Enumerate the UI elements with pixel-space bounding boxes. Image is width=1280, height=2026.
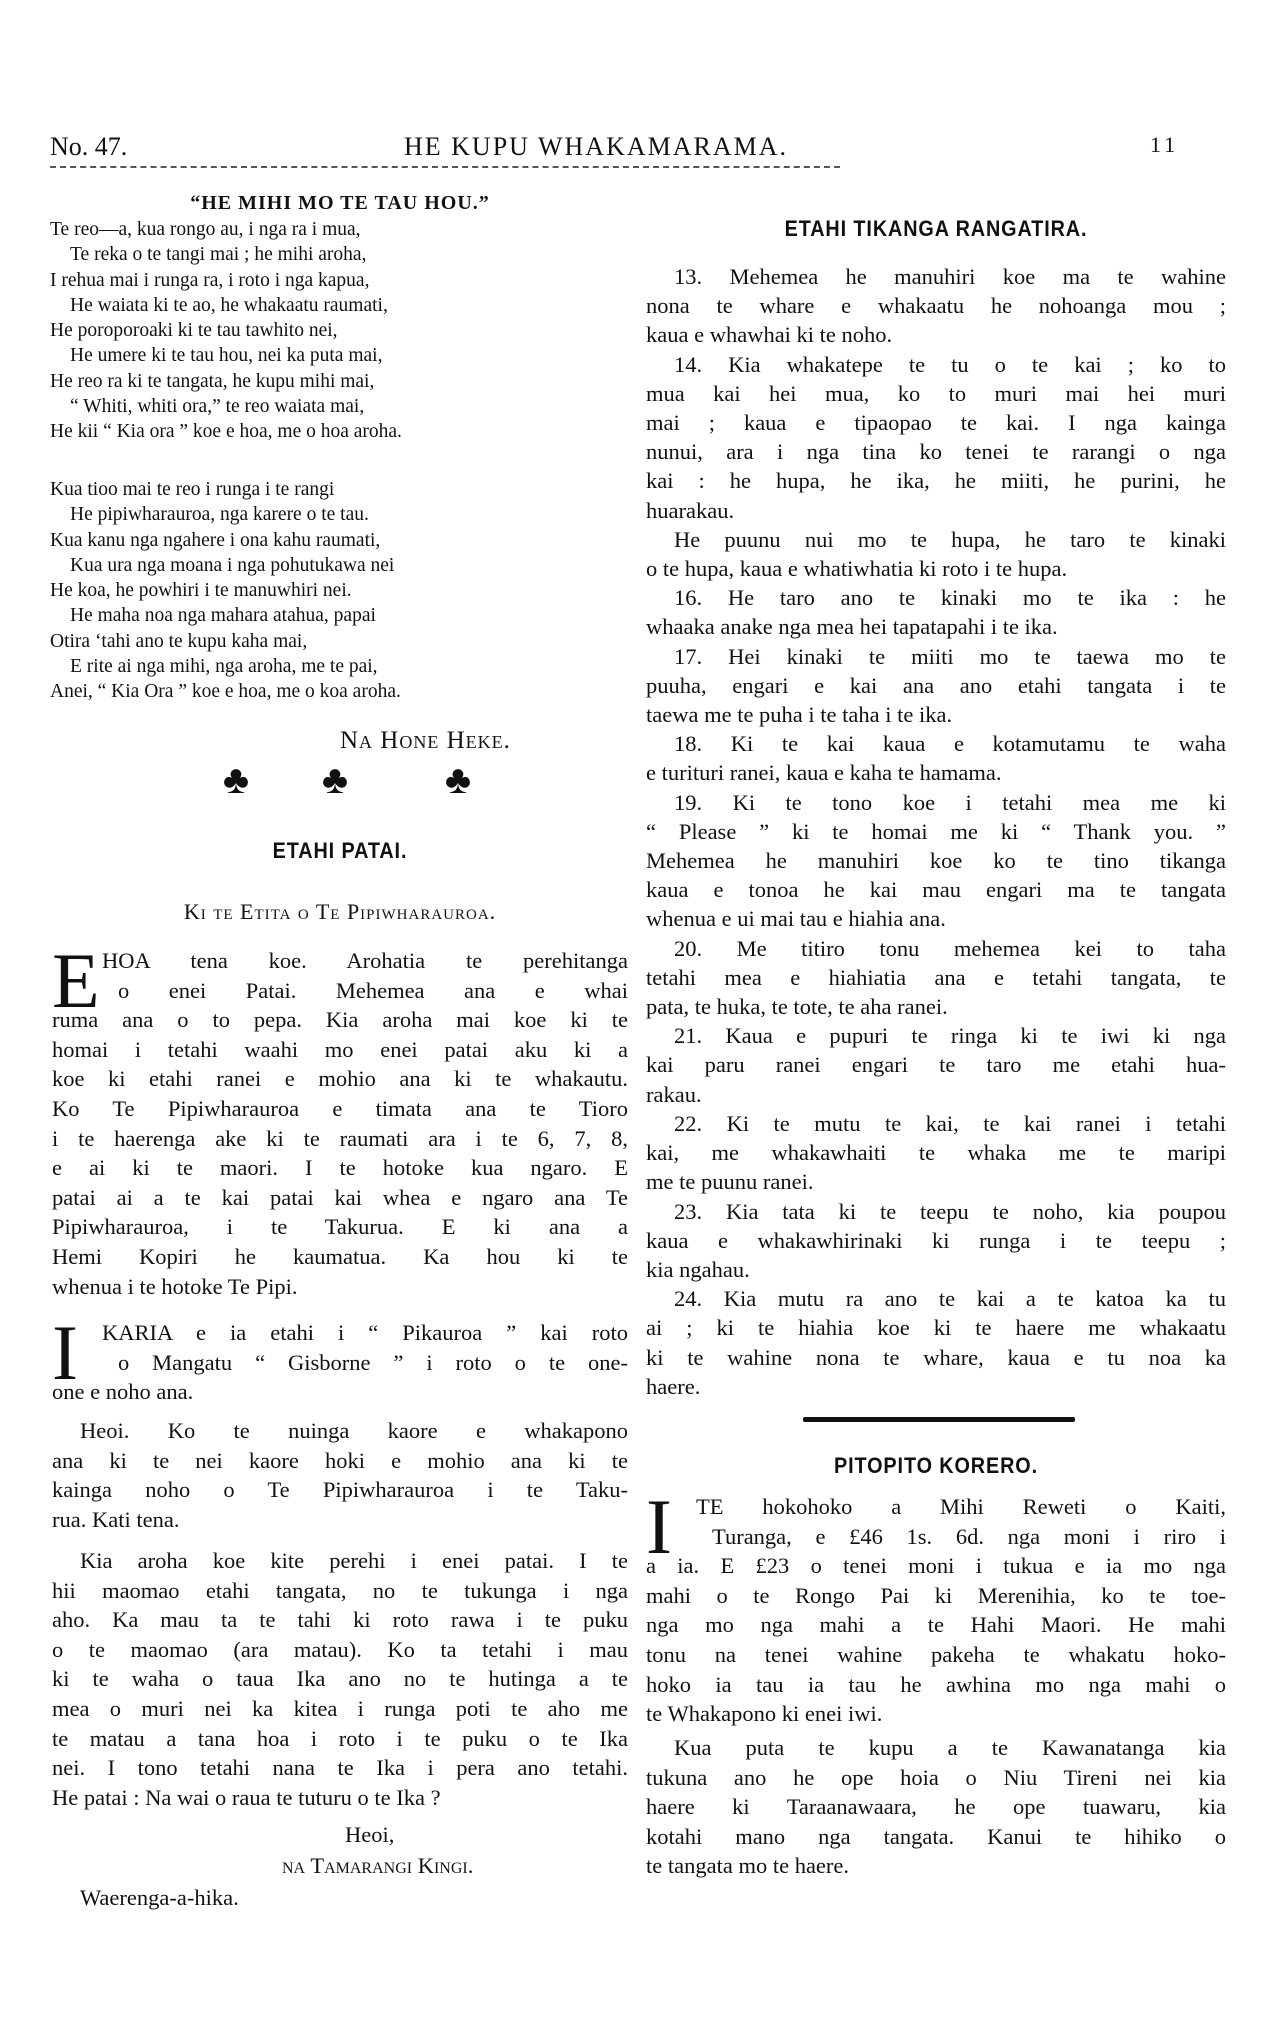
text-line: He umere ki te tau hou, nei ka puta mai,	[70, 345, 383, 367]
drop-cap: E	[52, 937, 100, 1024]
text-line: 19. Ki te tono koe i tetahi mea me ki	[674, 789, 1226, 815]
text-line: kai, me whakawhaiti te whaka me te maripi	[646, 1140, 1226, 1166]
text-line: pata, te huka, te tote, te aha ranei.	[646, 994, 948, 1020]
letter-paragraph-2	[52, 1309, 628, 1407]
text-line: E rite ai nga mihi, nga aroha, me te pai,	[70, 656, 378, 678]
text-line: koe ki etahi ranei e mohio ana ki te whakautu.	[52, 1066, 628, 1092]
text-line: KARIA e ia etahi i “ Pikauroa ” kai roto	[102, 1320, 628, 1345]
section-divider	[803, 1417, 1075, 1422]
text-line: te Whakapono ki enei iwi.	[646, 1701, 883, 1727]
text-line: 20. Me titiro tonu mehemea kei to taha	[674, 935, 1226, 961]
text-line: “ Whiti, whiti ora,” te reo waiata mai,	[70, 396, 365, 418]
text-line: kaua e whakawhirinaki ki runga i te teepu ;	[646, 1227, 1226, 1253]
letter-place: Waerenga-a-hika.	[80, 1885, 239, 1910]
text-line: He reo ra ki te tangata, he kupu mihi mai,	[50, 370, 375, 392]
text-line: patai ai a te kai patai kai whea e ngaro ana Te	[52, 1184, 628, 1210]
text-line: homai i tetahi waahi mo enei patai aku ki a	[52, 1036, 628, 1062]
text-line: nga mo nga mahi a te Hahi Maori. He mahi	[646, 1612, 1226, 1638]
text-line: mai ; kaua e tipaopao te kai. I nga kainga	[646, 410, 1226, 436]
text-line: 16. He taro ano te kinaki mo te ika : he	[674, 585, 1226, 611]
rule-paragraph	[646, 642, 1226, 730]
text-line: He pipiwharauroa, nga karere o te tau.	[70, 504, 369, 526]
text-line: rua. Kati tena.	[52, 1506, 180, 1532]
text-line: He koa, he powhiri i te manuwhiri nei.	[50, 580, 352, 602]
text-line: ana ki te nei kaore hoki e mohio ana ki te	[52, 1447, 628, 1473]
text-line: HOA tena koe. Arohatia te perehitanga	[102, 948, 628, 973]
text-line: tetahi mea e hiahiatia ana e tetahi tangata, te	[646, 964, 1226, 990]
text-line: tonu na tenei wahine pakeha te whakatu hoko-	[646, 1641, 1226, 1667]
text-line: 17. Hei kinaki te miiti mo te taewa mo te	[674, 643, 1226, 669]
paragraph-lines	[52, 1309, 628, 1407]
text-line: Kua ura nga moana i nga pohutukawa nei	[70, 554, 395, 576]
text-line: Kua tioo mai te reo i runga i te rangi	[50, 479, 335, 500]
rule-paragraph	[646, 729, 1226, 787]
letter-paragraph-3	[52, 1416, 628, 1534]
text-line: mahi o te Rongo Pai ki Merenihia, ko te toe-	[646, 1582, 1226, 1608]
text-line: Kia aroha koe kite perehi i enei patai. I te	[80, 1548, 628, 1573]
text-line: hii maomao etahi tangata, no te tukunga i nga	[52, 1577, 628, 1603]
poem-title: “HE MIHI MO TE TAU HOU.”	[190, 192, 490, 214]
text-line: 22. Ki te mutu te kai, te kai ranei i tetahi	[674, 1110, 1226, 1136]
rule-paragraph	[646, 1021, 1226, 1109]
section-heading-tikanga: ETAHI TIKANGA RANGATIRA.	[784, 216, 1088, 241]
text-line: o enei Patai. Mehemea ana e whai	[118, 977, 628, 1003]
section-heading-etahi-patai: ETAHI PATAI.	[272, 838, 408, 863]
text-line: ki te wahine nona te whare, kaua e tu noa ka	[646, 1344, 1226, 1370]
text-line: Te reka o te tangi mai ; he mihi aroha,	[70, 244, 367, 266]
text-line: He waiata ki te ao, he whakaatu raumati,	[70, 294, 388, 316]
text-line: kai paru ranei engari te taro me etahi hua-	[646, 1052, 1226, 1078]
text-line: 24. Kia mutu ra ano te kai a te katoa ka tu	[674, 1286, 1226, 1312]
rule-paragraph	[646, 1284, 1226, 1401]
text-line: kia ngahau.	[646, 1256, 750, 1282]
text-line: Mehemea he manuhiri koe ko te tino tikanga	[646, 848, 1226, 874]
text-line: e ai ki te maori. I te hotoke kua ngaro. E	[52, 1155, 628, 1181]
rule-paragraph	[646, 1109, 1226, 1197]
text-line: Te reo—a, kua rongo au, i nga ra i mua,	[50, 219, 361, 240]
text-line: whenua i te hotoke Te Pipi.	[52, 1273, 298, 1299]
text-line: whenua e ui mai tau e hiahia ana.	[646, 906, 946, 932]
text-line: one e noho ana.	[52, 1379, 194, 1405]
text-line: mua kai hei mua, ko to muri mai hei muri	[646, 380, 1226, 406]
text-line: puuha, engari e kai ana ano etahi tangata i te	[646, 672, 1226, 698]
text-line: taewa me te puha i te taha i te ika.	[646, 702, 953, 728]
rule-paragraph	[646, 350, 1226, 525]
shamrock-icon: ♣	[444, 757, 472, 802]
salutation: Ki te Etita o Te Pipiwharauroa.	[183, 899, 497, 924]
text-line: ai ; ki te hiahia koe ki te haere me whakaatu	[646, 1315, 1226, 1341]
text-line: whaaka anake nga mea hei tapatapahi i te ika.	[646, 614, 1058, 640]
paragraph-lines	[646, 1483, 1226, 1729]
text-line: 13. Mehemea he manuhiri koe ma te wahine	[674, 264, 1226, 289]
text-line: hoko ia tau ia tau he awhina mo nga mahi o	[646, 1671, 1226, 1697]
text-line: nona te whare e whakaatu he nohoanga mou ;	[646, 293, 1226, 319]
text-line: kotahi mano nga tangata. Kanui te hihiko o	[646, 1823, 1226, 1849]
publication-title: HE KUPU WHAKAMARAMA.	[404, 132, 789, 161]
poem-signature: Na Hone Heke.	[340, 727, 511, 754]
text-line: e turituri ranei, kaua e kaha te hamama.	[646, 760, 1002, 786]
text-line: Pipiwharauroa, i te Takurua. E ki ana a	[52, 1214, 628, 1240]
text-line: kaua e whawhai ki te noho.	[646, 322, 893, 348]
text-line: Turanga, e £46 1s. 6d. nga moni i riro i	[712, 1523, 1226, 1549]
text-line: me te puunu ranei.	[646, 1169, 814, 1195]
text-line: TE hokohoko a Mihi Reweti o Kaiti,	[696, 1494, 1226, 1519]
shamrock-icon: ♣	[321, 757, 349, 802]
drop-cap: I	[52, 1309, 78, 1396]
text-line: te tangata mo te haere.	[646, 1853, 850, 1879]
text-line: Kua puta te kupu a te Kawanatanga kia	[674, 1735, 1226, 1760]
text-line: 14. Kia whakatepe te tu o te kai ; ko to	[674, 351, 1226, 377]
letter-paragraph-4	[52, 1546, 628, 1812]
text-line: Otira ‘tahi ano te kupu kaha mai,	[50, 630, 308, 652]
text-line: He maha noa nga mahara atahua, papai	[70, 605, 376, 627]
letter-closing: Heoi,	[345, 1822, 395, 1847]
text-line: Anei, “ Kia Ora ” koe e hoa, me o koa aroha.	[50, 681, 401, 703]
header-rule	[50, 166, 840, 168]
text-line: te matau a tana hoa i roto i te puku o te Ika	[52, 1725, 628, 1751]
text-line: Heoi. Ko te nuinga kaore e whakapono	[80, 1418, 628, 1443]
poem-stanza-1	[50, 217, 610, 445]
text-line: tukuna ano he ope hoia o Niu Tireni nei kia	[646, 1764, 1226, 1790]
rule-paragraph	[646, 934, 1226, 1022]
rule-paragraph	[646, 262, 1226, 350]
shamrock-icon: ♣	[222, 757, 250, 802]
text-line: Ko Te Pipiwharauroa e timata ana te Tioro	[52, 1095, 628, 1121]
text-line: huarakau.	[646, 497, 735, 523]
tikanga-rules	[646, 262, 1226, 1401]
text-line: kai : he hupa, he ika, he miiti, he purini, he	[646, 468, 1226, 494]
text-line: 23. Kia tata ki te teepu te noho, kia poupou	[674, 1198, 1226, 1224]
text-line: 18. Ki te kai kaua e kotamutamu te waha	[674, 731, 1226, 757]
rule-paragraph	[646, 1197, 1226, 1285]
text-line: “ Please ” ki te homai me ki “ Thank you. ”	[646, 818, 1226, 844]
letter-signature	[282, 1851, 473, 1881]
text-line: i te haerenga ake ki te raumati ara i te 6, 7, 8,	[52, 1125, 628, 1151]
text-line: mea o muri nei ka kitea i runga poti te aho me	[52, 1695, 628, 1721]
text-line: haere ki Taraanawaara, he ope tuawaru, kia	[646, 1794, 1226, 1820]
poem-stanza-2	[50, 477, 610, 705]
section-heading-pitopito: PITOPITO KORERO.	[833, 1453, 1038, 1478]
text-line: ki te waha o taua Ika ano no te hutinga a te	[52, 1666, 628, 1692]
text-line: a ia. E £23 o tenei moni i tukua e ia mo nga	[646, 1553, 1226, 1579]
signature-text: na Tamarangi Kingi.	[282, 1853, 474, 1878]
text-line: ruma ana o to pepa. Kia aroha mai koe ki te	[52, 1007, 628, 1033]
text-line: He puunu nui mo te hupa, he taro te kinaki	[674, 526, 1226, 552]
news-paragraph-1	[646, 1483, 1226, 1729]
text-line: o te maomao (ara matau). Ko ta tetahi i mau	[52, 1636, 628, 1662]
text-line: He kii “ Kia ora ” koe e hoa, me o hoa aroha.	[50, 421, 402, 443]
text-line: kaua e tonoa he kai mau engari ma te tangata	[646, 877, 1226, 903]
letter-paragraph-1	[52, 937, 628, 1301]
text-line: nunui, ara i nga tina ko tenei te rarangi o nga	[646, 439, 1226, 465]
text-line: rakau.	[646, 1081, 702, 1107]
issue-number: No. 47.	[50, 132, 128, 161]
paragraph-lines	[52, 937, 628, 1301]
text-line: 21. Kaua e pupuri te ringa ki te iwi ki nga	[674, 1023, 1226, 1049]
text-line: kainga noho o Te Pipiwharauroa i te Taku-	[52, 1477, 628, 1503]
drop-cap: I	[646, 1483, 672, 1570]
text-line: o Mangatu “ Gisborne ” i roto o te one-	[118, 1349, 628, 1375]
text-line: nei. I tono tetahi nana te Ika i pera ano tetahi.	[52, 1755, 628, 1781]
text-line: Kua kanu nga ngahere i ona kahu raumati,	[50, 529, 381, 551]
text-line: He patai : Na wai o raua te tuturu o te Ika ?	[52, 1784, 441, 1810]
text-line: haere.	[646, 1373, 701, 1399]
text-line: I rehua mai i runga ra, i roto i nga kapua,	[50, 269, 370, 291]
rule-paragraph	[646, 788, 1226, 934]
news-paragraph-2	[646, 1733, 1226, 1881]
text-line: He poroporoaki ki te tau tawhito nei,	[50, 320, 338, 342]
text-line: o te hupa, kaua e whatiwhatia ki roto i te hupa.	[646, 556, 1068, 582]
text-line: aho. Ka mau ta te tahi ki roto rawa i te puku	[52, 1607, 628, 1633]
rule-paragraph	[646, 583, 1226, 641]
page-number: 11	[1150, 132, 1180, 157]
rule-paragraph	[646, 525, 1226, 583]
text-line: Hemi Kopiri he kaumatua. Ka hou ki te	[52, 1243, 628, 1269]
